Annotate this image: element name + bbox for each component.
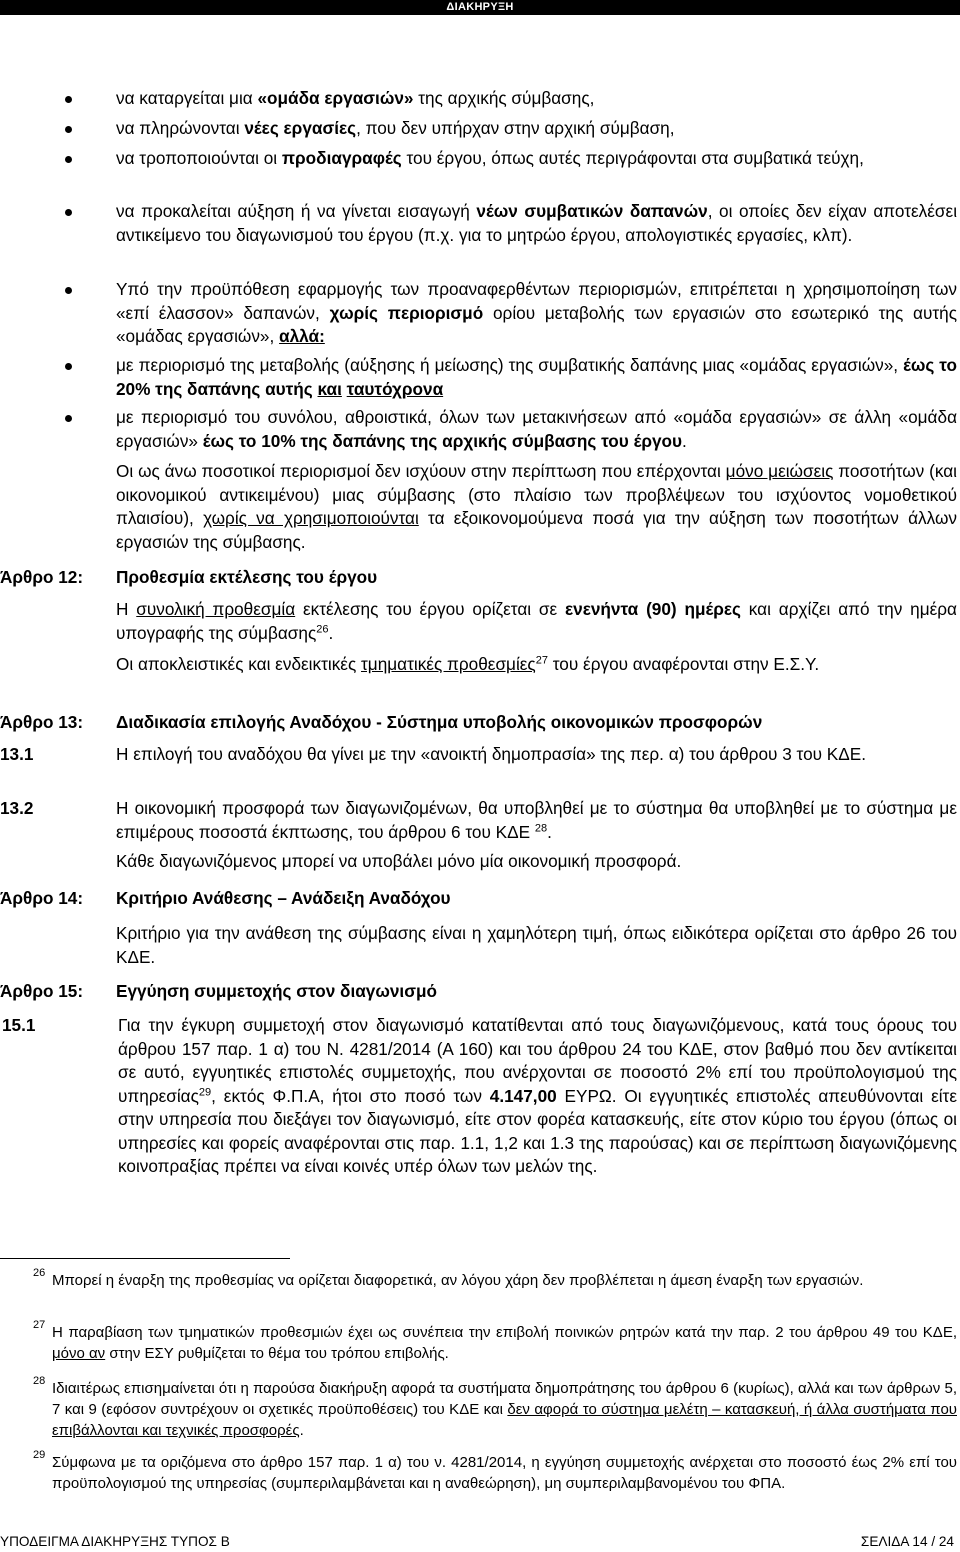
text: , οι οποίες δεν είχαν αποτελέσει αντικείμενο του διαγωνισμού του έργου (π.χ. για το μητρώο έργου, απολογιστικές εργασίες, κλπ). (116, 201, 958, 245)
footer-title: ΥΠΟΔΕΙΓΜΑ ΔΙΑΚΗΡΥΞΗΣ ΤΥΠΟΣ Β (0, 1534, 230, 1549)
text: και αρχίζει από την ημέρα υπογραφής της σύμβασης (116, 599, 957, 643)
section-number: 13.1 (0, 744, 34, 764)
text: Ιδιαιτέρως επισημαίνεται ότι η παρούσα διακήρυξη αφορά τα συστήματα δημοπράτησης του άρθρου 6 (κυρίως), αλλά και των άρθρων 5, 7 και 9 (εφόσον συντρέχουν οι σχετικές προϋποθέσεις) του ΚΔΕ και (52, 1380, 957, 1418)
bullet-icon (65, 363, 72, 370)
text: , που δεν υπήρχαν στην αρχική σύμβαση, (356, 118, 675, 138)
text: Η (116, 599, 137, 619)
text-underlined: τμηματικές προθεσμίες (361, 654, 536, 674)
list-item (65, 117, 957, 141)
paragraph: Η επιλογή του αναδόχου θα γίνει με την «ανοικτή δημοπρασία» της περ. α) του άρθρου 3 του ΚΔΕ. (116, 744, 866, 764)
bullet-icon (65, 96, 72, 103)
footnote-number: 27 (33, 1319, 46, 1331)
footnote (0, 1319, 957, 1364)
footnote-ref: 26 (316, 622, 329, 635)
text: να προκαλείται αύξηση ή να γίνεται εισαγωγή (116, 201, 477, 221)
article-title: Εγγύηση συμμετοχής στον διαγωνισμό (116, 981, 437, 1001)
list-item (65, 87, 957, 111)
text-bold: προδιαγραφές (281, 148, 402, 168)
paragraph (118, 1014, 957, 1179)
text-bold: νέες εργασίες (244, 118, 357, 138)
text: . (547, 821, 552, 842)
section-number: 13.2 (0, 798, 34, 818)
text: να καταργείται μια (116, 88, 258, 108)
text: Οι αποκλειστικές και ενδεικτικές (116, 654, 362, 674)
article-label: Άρθρο 14: (0, 888, 84, 908)
bullet-icon (65, 156, 72, 163)
article-label: Άρθρο 12: (0, 567, 84, 587)
article-heading (0, 887, 451, 910)
article-title: Κριτήριο Ανάθεσης – Ανάδειξη Αναδόχου (116, 888, 451, 908)
footnote (0, 1449, 957, 1494)
footnote (0, 1267, 957, 1291)
section-number: 15.1 (2, 1015, 36, 1035)
footnote-number: 26 (33, 1267, 46, 1279)
footnote-number: 29 (33, 1449, 46, 1461)
text: ποσοτήτων (και οικονομικού αντικειμένου) μιας σύμβασης (στο πλαίσιο των προβλέψεων του ισχύοντος νομοθετικού πλαισίου), (116, 461, 958, 528)
page-footer (0, 1534, 958, 1550)
text-bold: ενενήντα (90) ημέρες (565, 599, 741, 619)
text-bold: νέων συμβατικών δαπανών (476, 201, 708, 221)
footnote-number: 28 (33, 1375, 46, 1387)
text-underlined: μόνο μειώσεις (725, 461, 834, 481)
text: , εκτός Φ.Π.Α, ήτοι στο ποσό των (211, 1085, 490, 1106)
text-bold-underlined: και (317, 378, 342, 399)
text: να πληρώνονται (116, 118, 245, 138)
paragraph: Κριτήριο για την ανάθεση της σύμβασης είναι η χαμηλότερη τιμή, όπως ειδικότερα ορίζεται στο άρθρο 26 του ΚΔΕ. (116, 923, 957, 967)
text: Για την έγκυρη συμμετοχή στον διαγωνισμό κατατίθενται από τους διαγωνιζόμενους, κατά τους όρους του άρθρου 157 παρ. 1 α) του Ν. 4281/2014 (Α 160) και του άρθρου 24 του ΚΔΕ, στον βαθμό που δεν αντίκειται σε αυτό, εγγυητικές επιστολές συμμετοχής, που ανέρχονται σε ποσοστό 2% επί του προϋπολογισμού της υπηρεσίας (118, 1015, 957, 1106)
footnote-text: Σύμφωνα με τα οριζόμενα στο άρθρο 157 παρ. 1 α) του ν. 4281/2014, η εγγύηση συμμετοχής ανέρχεται στο ποσοστό έως 2% επί του προϋπολογισμού της υπηρεσίας (συμπεριλαμβάνεται και η αναθεώρηση), μη συμπεριλαμβανομένου του ΦΠΑ. (52, 1454, 957, 1492)
text-bold-underlined: αλλά: (279, 326, 325, 346)
paragraph (116, 598, 957, 645)
list-item (65, 354, 957, 401)
text: Η παραβίαση των τμηματικών προθεσμιών έχει ως συνέπεια την επιβολή ποινικών ρητρών κατά την παρ. 2 του άρθρου 49 του ΚΔΕ, (52, 1324, 957, 1341)
footnote-ref: 28 (534, 821, 548, 834)
list-item (65, 200, 957, 247)
article-label: Άρθρο 15: (0, 981, 84, 1001)
text-bold-underlined: ταυτόχρονα (346, 378, 444, 399)
text: . (682, 430, 687, 451)
text: με περιορισμό της μεταβολής (αύξησης ή μείωσης) της συμβατικής δαπάνης μιας «ομάδας εργασιών», (116, 355, 904, 375)
text: του έργου αναφέρονται στην Ε.Σ.Υ. (547, 654, 820, 674)
text-underlined: μόνο αν (52, 1345, 106, 1362)
text: . (328, 622, 334, 643)
text: του έργου, όπως αυτές περιγράφονται στα συμβατικά τεύχη, (401, 148, 864, 168)
text: με περιορισμό του συνόλου, αθροιστικά, όλων των μετακινήσεων από «ομάδα εργασιών» σε άλλη «ομάδα εργασιών» (116, 407, 957, 451)
text-bold: έως το 10% της δαπάνης της αρχικής σύμβασης του έργου (202, 430, 683, 451)
article-title: Προθεσμία εκτέλεσης του έργου (116, 567, 378, 587)
text-bold: «ομάδα εργασιών» (257, 88, 414, 108)
text-underlined: χωρίς να χρησιμοποιούνται (203, 508, 419, 528)
bullet-icon (65, 209, 72, 216)
list-item (65, 278, 957, 349)
text: τα εξοικονομούμενα ποσά για την αύξηση των ποσοτήτων άλλων εργασιών της σύμβασης. (116, 508, 957, 552)
text: Η οικονομική προσφορά των διαγωνιζομένων, θα υποβληθεί με το σύστημα θα υποβληθεί με το σύστημα με επιμέρους ποσοστά έκπτωσης, του άρθρου 6 του ΚΔΕ (116, 798, 957, 842)
bullet-icon (65, 126, 72, 133)
footnote-text: Μπορεί η έναρξη της προθεσμίας να ορίζεται διαφορετικά, αν λόγου χάρη δεν προβλέπεται η άμεση έναρξη των εργασιών. (52, 1272, 864, 1289)
list-item (65, 147, 957, 171)
paragraph (116, 797, 957, 844)
footnote-ref: 29 (198, 1085, 212, 1098)
footnote-separator (0, 1258, 290, 1259)
footnote (0, 1375, 957, 1441)
footnote-text (52, 1378, 957, 1441)
text: Οι ως άνω ποσοτικοί περιορισμοί δεν ισχύουν στην περίπτωση που επέρχονται (116, 461, 726, 481)
paragraph: Κάθε διαγωνιζόμενος μπορεί να υποβάλει μόνο μία οικονομική προσφορά. (116, 851, 682, 871)
article-heading (0, 711, 762, 734)
bullet-icon (65, 415, 72, 422)
bullet-icon (65, 287, 72, 294)
footnote-ref: 27 (535, 654, 548, 667)
list-item (65, 406, 957, 453)
text: . (299, 1422, 304, 1439)
text: της αρχικής σύμβασης, (413, 88, 595, 108)
text: ορίου μεταβολής των εργασιών στο εσωτερικό της αυτής «ομάδας εργασιών», (116, 302, 958, 346)
text: στην ΕΣΥ ρυθμίζεται το θέμα του τρόπου επιβολής. (105, 1345, 449, 1362)
article-label: Άρθρο 13: (0, 712, 84, 732)
text: ΕΥΡΩ. Οι εγγυητικές επιστολές απευθύνονται είτε στην υπηρεσία που διεξάγει τον διαγωνισμό, είτε στον φορέα κατασκευής, είτε στον κύριο του έργου (όπως οι υπηρεσίες και φορείς αναφέρονται στις παρ. 1.1, 1,2 και 1.3 της παρούσας) και σε περίπτωση διαγωνιζόμενης κοινοπραξίας πρέπει να είναι κοινές υπέρ όλων των μελών της. (118, 1085, 957, 1176)
amount: 4.147,00 (489, 1085, 557, 1106)
article-title: Διαδικασία επιλογής Αναδόχου - Σύστημα υποβολής οικονομικών προσφορών (116, 712, 763, 732)
text-bold: έως το 20% της δαπάνης αυτής (116, 355, 958, 399)
footnote-text (52, 1322, 957, 1364)
text: εκτέλεσης του έργου ορίζεται σε (295, 599, 565, 619)
page-header: ΔΙΑΚΗΡΥΞΗ (0, 0, 960, 15)
text: Υπό την προϋπόθεση εφαρμογής των προαναφερθέντων περιορισμών, επιτρέπεται η χρησιμοποίηση των «επί έλασσον» δαπανών, (116, 279, 957, 323)
article-heading (0, 980, 437, 1003)
page-number: ΣΕΛΙΔΑ 14 / 24 (860, 1534, 954, 1549)
article-heading (0, 566, 377, 589)
paragraph (116, 653, 957, 677)
paragraph (116, 460, 957, 554)
text: να τροποποιούνται οι (116, 148, 282, 168)
text-bold: χωρίς περιορισμό (329, 302, 484, 323)
text-underlined: δεν αφορά το σύστημα μελέτη – κατασκευή, ή άλλα συστήματα που επιβάλλονται και τεχνικές προσφορές (52, 1401, 957, 1439)
text-underlined: συνολική προθεσμία (136, 599, 296, 619)
